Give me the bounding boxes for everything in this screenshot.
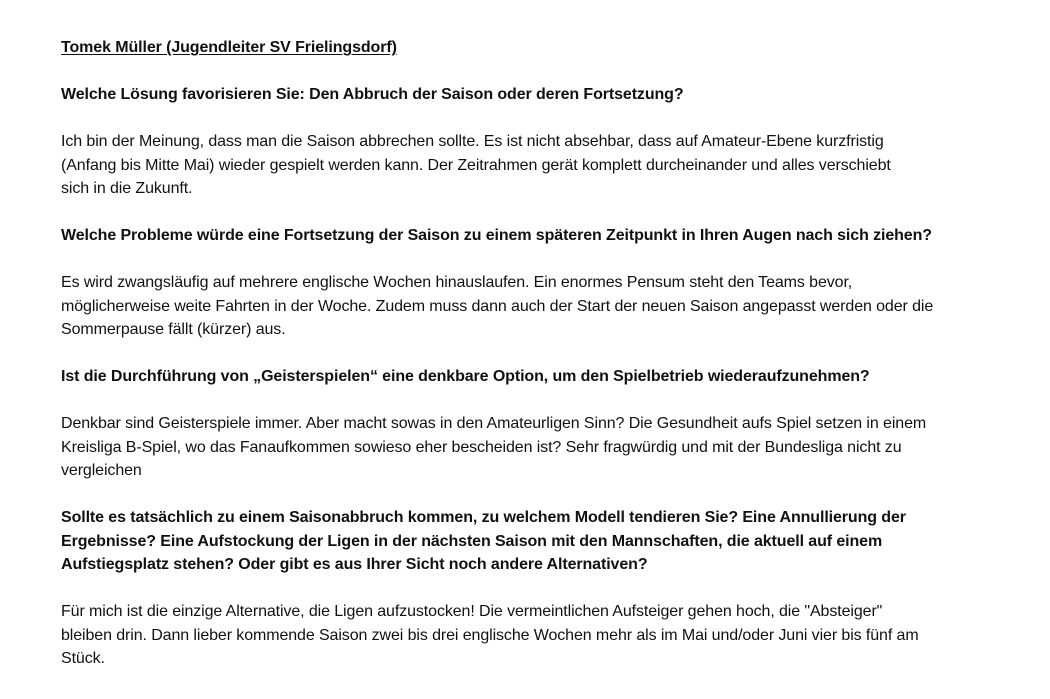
spacer: [61, 577, 1021, 601]
interview-document: [61, 36, 1021, 671]
qa-section-1: [61, 83, 1021, 201]
answer-line: Für mich ist die einzige Alternative, die Ligen aufzustocken! Die vermeintlichen Aufsteiger gehen hoch, die "Absteiger": [61, 603, 883, 620]
heading-text: Tomek Müller (Jugendleiter SV Frielingsdorf): [61, 39, 397, 56]
answer-4: [61, 600, 1021, 671]
answer-line: bleiben drin. Dann lieber kommende Saison zwei bis drei englische Wochen mehr als im Mai und/oder Juni vier bis fünf am: [61, 626, 919, 644]
question-line: Welche Lösung favorisieren Sie: Den Abbruch der Saison oder deren Fortsetzung?: [61, 86, 684, 103]
spacer: [61, 201, 1021, 225]
qa-section-3: [61, 365, 1021, 483]
spacer: [61, 248, 1021, 272]
spacer: [61, 389, 1021, 413]
spacer: [61, 107, 1021, 131]
answer-line: möglicherweise weite Fahrten in der Woche. Zudem muss dann auch der Start der neuen Saison angepasst werden oder die: [61, 297, 934, 315]
answer-line: Sommerpause fällt (kürzer) aus.: [61, 321, 286, 338]
question-2: [61, 224, 1021, 248]
answer-line: Denkbar sind Geisterspiele immer. Aber macht sowas in den Amateurligen Sinn? Die Gesundheit aufs Spiel setzen in einem: [61, 415, 927, 432]
question-1: [61, 83, 1021, 107]
spacer: [61, 60, 1021, 84]
answer-line: Es wird zwangsläufig auf mehrere englische Wochen hinauslaufen. Ein enormes Pensum steht den Teams bevor,: [61, 274, 853, 291]
answer-1: [61, 130, 1021, 201]
document-heading: [61, 36, 1021, 60]
qa-section-2: [61, 224, 1021, 342]
question-line: Aufstiegsplatz stehen? Oder gibt es aus Ihrer Sicht noch andere Alternativen?: [61, 556, 648, 573]
qa-section-4: [61, 506, 1021, 671]
question-line: Ist die Durchführung von „Geisterspielen“ eine denkbare Option, um den Spielbetrieb wiederaufzunehmen?: [61, 368, 870, 385]
question-3: [61, 365, 1021, 389]
answer-line: Stück.: [61, 650, 105, 667]
question-line: Ergebnisse? Eine Aufstockung der Ligen in der nächsten Saison mit den Mannschaften, die aktuell auf einem: [61, 532, 883, 550]
question-4: [61, 506, 1021, 577]
answer-line: Kreisliga B-Spiel, wo das Fanaufkommen sowieso eher bescheiden ist? Sehr fragwürdig und mit der Bundesliga nicht zu: [61, 438, 902, 456]
question-line: Welche Probleme würde eine Fortsetzung der Saison zu einem späteren Zeitpunkt in Ihren Augen nach sich ziehen?: [61, 227, 932, 244]
answer-line: (Anfang bis Mitte Mai) wieder gespielt werden kann. Der Zeitrahmen gerät komplett durcheinander und alles verschiebt: [61, 156, 891, 174]
answer-2: [61, 271, 1021, 342]
answer-line: sich in die Zukunft.: [61, 180, 193, 197]
answer-line: Ich bin der Meinung, dass man die Saison abbrechen sollte. Es ist nicht absehbar, dass auf Amateur-Ebene kurzfristig: [61, 133, 884, 150]
spacer: [61, 342, 1021, 366]
question-line: Sollte es tatsächlich zu einem Saisonabbruch kommen, zu welchem Modell tendieren Sie? Eine Annullierung der: [61, 509, 906, 526]
spacer: [61, 483, 1021, 507]
answer-line: vergleichen: [61, 462, 142, 479]
answer-3: [61, 412, 1021, 483]
